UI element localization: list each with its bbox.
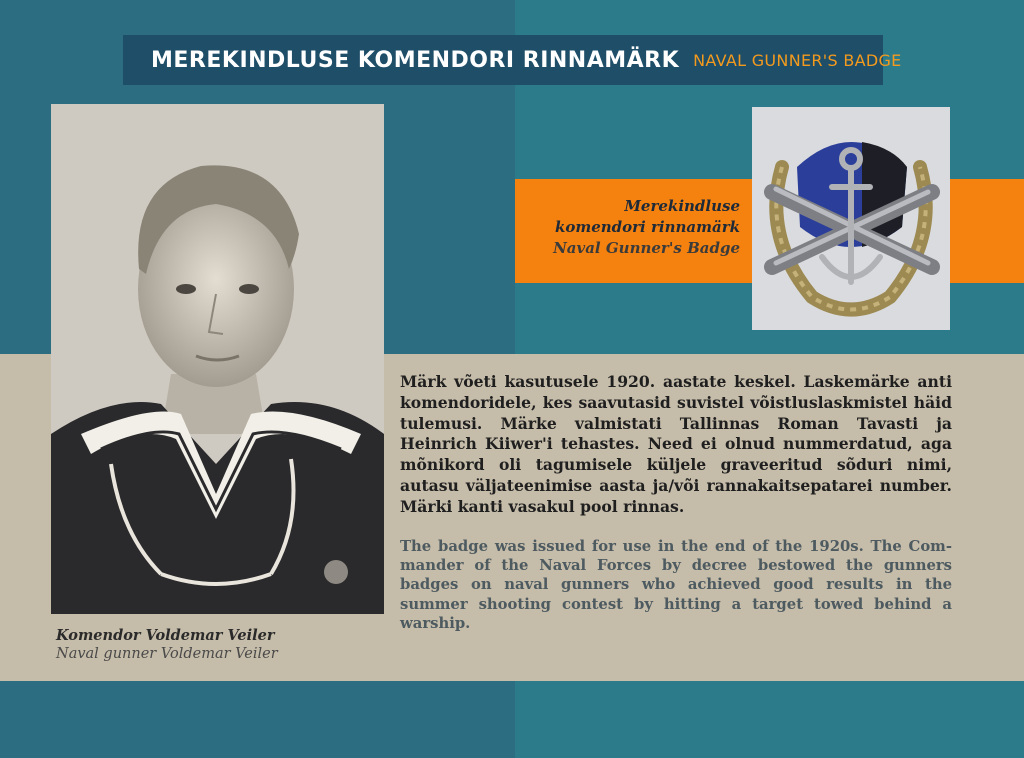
body-text-estonian: Märk võeti kasutusele 1920. aastate keskel. Laskemärke anti komendoridele, kes saavutasid suvistel võistluslaskmistel häid tulemusi. Märke valmistati Tallinnas Roman Tavasti ja Heinrich Kiiwer'i tehastes. Need ei olnud nummerdatud, aga mõnikord oli tagumisele küljele graveeritud sõduri nimi, autasu väljateenimise aasta ja/või rannakaitsepatarei number. Märki kanti vasakul pool rinnas. (400, 372, 952, 516)
badge-label-english: Naval Gunner's Badge (553, 239, 740, 257)
portrait-caption (56, 626, 376, 664)
caption-english: Naval gunner Voldemar Veiler (56, 646, 278, 662)
page-title-english: NAVAL GUNNER'S BADGE (693, 50, 902, 70)
page-title: MEREKINDLUSE KOMENDORI RINNAMÄRK (151, 47, 680, 73)
portrait-photo (51, 104, 384, 614)
portrait-illustration (51, 104, 384, 614)
badge-label-line1: Merekindluse (624, 197, 740, 215)
badge-photo (752, 107, 950, 330)
caption-estonian: Komendor Voldemar Veiler (56, 627, 275, 644)
badge-label (515, 196, 740, 259)
title-bar (123, 35, 902, 85)
gunner-badge-icon (752, 107, 950, 330)
body-text-english: The badge was issued for use in the end of the 1920s. The Commander of the Naval Forces by decree bestowed the gunners badges on naval gunners who achieved good results in the summer shooting contest by hitting a target towed behind a warship. (400, 538, 952, 632)
badge-label-line2: komendori rinnamärk (554, 218, 740, 236)
